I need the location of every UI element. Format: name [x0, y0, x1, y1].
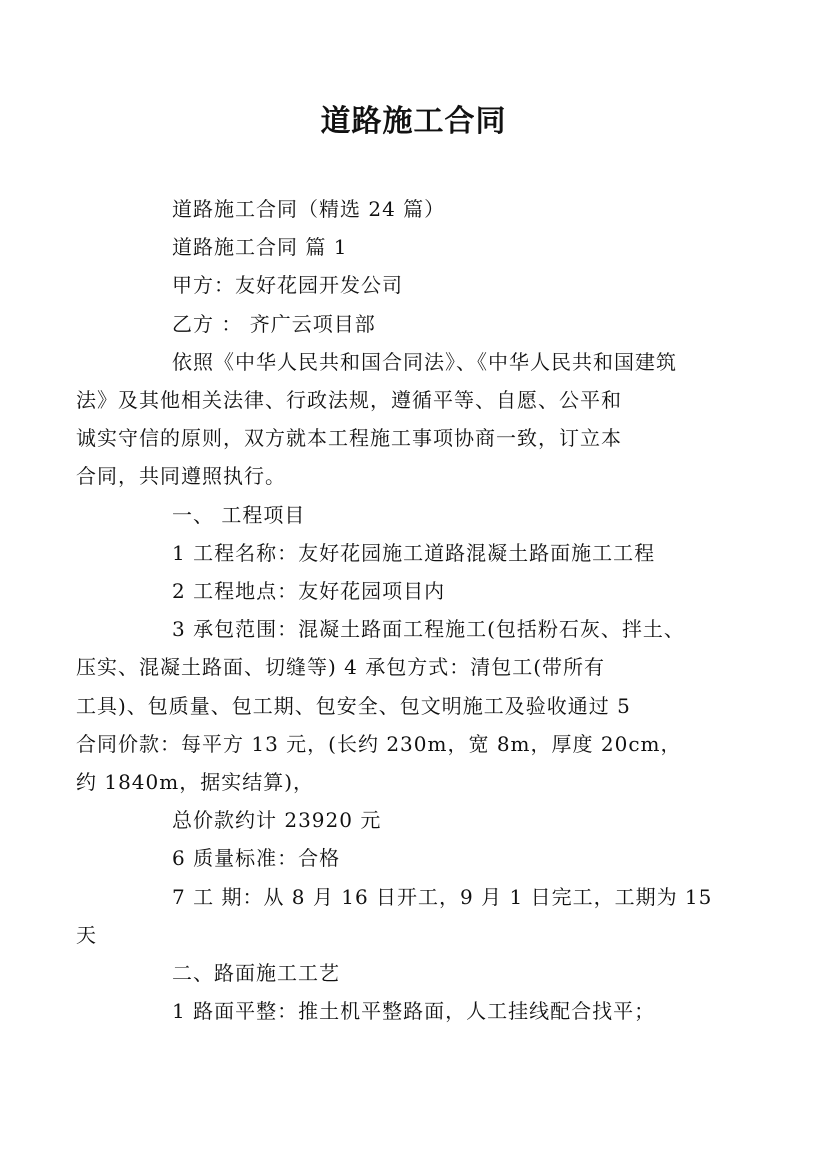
text-line: 工具)、包质量、包工期、包安全、包文明施工及验收通过 5 — [76, 693, 631, 718]
text-line: 乙方 ： 齐广云项目部 — [172, 311, 376, 336]
paragraph — [124, 228, 714, 266]
paragraph — [76, 610, 714, 801]
paragraph — [124, 839, 714, 877]
paragraph — [124, 992, 714, 1030]
paragraph — [124, 954, 714, 992]
paragraph — [124, 534, 714, 572]
paragraph — [124, 496, 714, 534]
text-line: 总价款约计 23920 元 — [172, 808, 382, 833]
document-title: 道路施工合同 — [320, 104, 507, 139]
text-line: 合同，共同遵照执行。 — [76, 464, 286, 489]
text-line: 3 承包范围：混凝土路面工程施工(包括粉石灰、拌土、 — [172, 617, 685, 642]
text-line: 约 1840m，据实结算)， — [76, 770, 315, 795]
text-line: 二、路面施工工艺 — [172, 961, 340, 986]
paragraph — [124, 266, 714, 304]
text-line: 天 — [76, 922, 97, 947]
text-line: 法》及其他相关法律、行政法规，遵循平等、自愿、公平和 — [76, 388, 622, 413]
text-line: 1 工程名称：友好花园施工道路混凝土路面施工工程 — [172, 540, 656, 565]
text-line: 道路施工合同（精选 24 篇） — [172, 197, 446, 221]
text-line: 1 路面平整：推土机平整路面，人工挂线配合找平； — [172, 999, 656, 1024]
text-line: 6 质量标准：合格 — [172, 846, 341, 871]
text-line: 压实、混凝土路面、切缝等) 4 承包方式：清包工(带所有 — [76, 655, 606, 680]
text-line: 诚实守信的原则，双方就本工程施工事项协商一致，订立本 — [76, 426, 622, 451]
text-line: 7 工 期：从 8 月 16 日开工，9 月 1 日完工，工期为 15 — [172, 884, 713, 909]
text-line: 依照《中华人民共和国合同法》、《中华人民共和国建筑 — [172, 349, 677, 374]
paragraph — [76, 343, 714, 496]
paragraph — [124, 801, 714, 839]
text-line: 一、 工程项目 — [172, 502, 306, 527]
text-line: 道路施工合同 篇 1 — [172, 235, 348, 260]
paragraph — [124, 190, 714, 228]
text-line: 合同价款：每平方 13 元，(长约 230m，宽 8m，厚度 20cm， — [76, 731, 682, 756]
paragraph — [124, 305, 714, 343]
document-body — [76, 190, 714, 1030]
paragraph — [76, 878, 714, 954]
text-line: 甲方：友好花园开发公司 — [172, 273, 403, 298]
paragraph — [124, 572, 714, 610]
text-line: 2 工程地点：友好花园项目内 — [172, 579, 446, 604]
